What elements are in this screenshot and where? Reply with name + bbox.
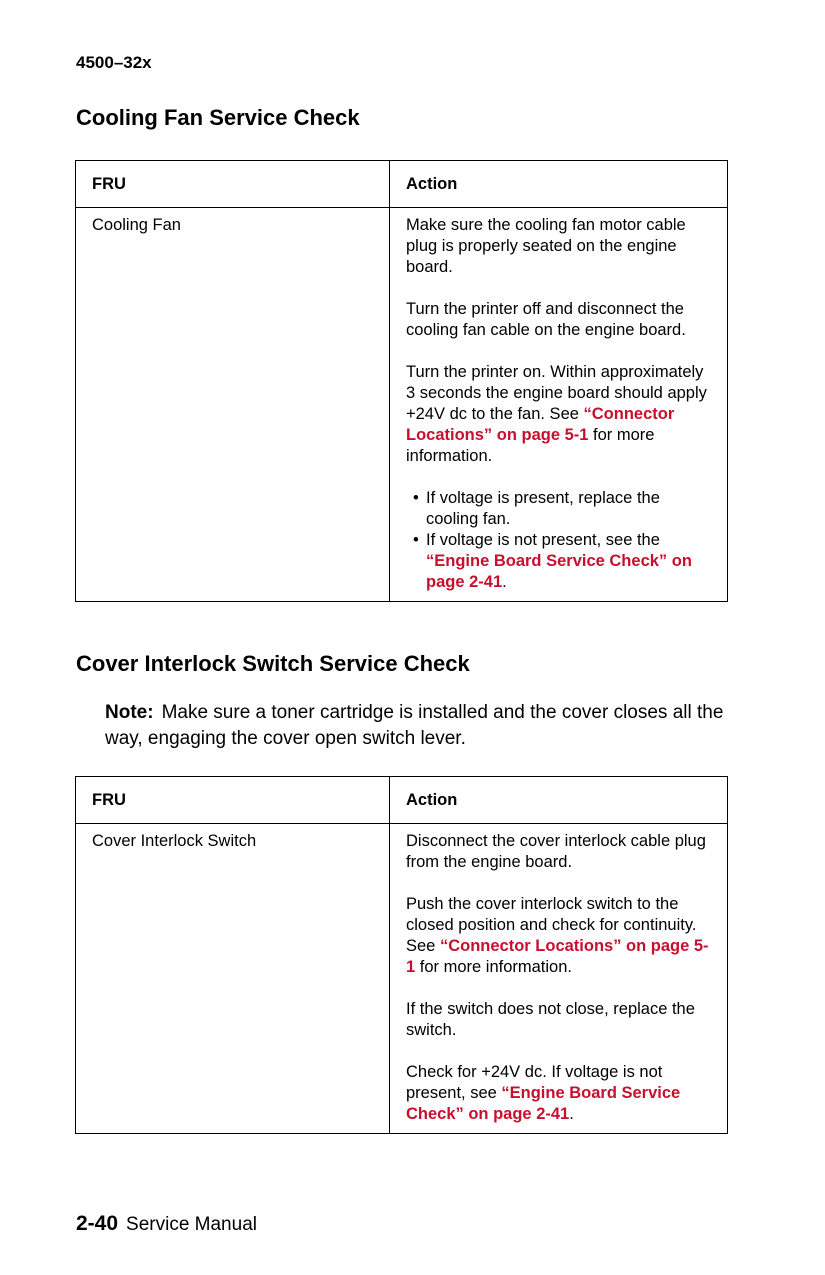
- action-step: If the switch does not close, replace the switch.: [406, 1000, 695, 1039]
- connector-locations-link[interactable]: “Connector Locations” on page 5-1: [406, 937, 709, 976]
- engine-board-check-link[interactable]: “Engine Board Service Check” on page 2-41: [406, 1084, 681, 1123]
- step-text: Check for +24V dc. If voltage is not present, see: [406, 1063, 663, 1102]
- table-row: [76, 208, 728, 602]
- cover-interlock-table: [75, 776, 728, 1134]
- action-step: [406, 894, 713, 978]
- action-step: [406, 362, 713, 467]
- table-header-row: [76, 161, 728, 208]
- manual-title: Service Manual: [126, 1214, 257, 1235]
- note-label: Note:: [105, 702, 154, 723]
- step-text: Turn the printer on. Within approximately 3 seconds the engine board should apply +24V dc to the fan. See: [406, 363, 707, 423]
- note-text: Make sure a toner cartridge is installed and the cover closes all the way, engaging the cover open switch lever.: [105, 702, 724, 749]
- list-item: [426, 530, 713, 593]
- section-title-cover-interlock: Cover Interlock Switch Service Check: [76, 651, 470, 676]
- list-item: • If voltage is present, replace the cooling fan.: [426, 488, 713, 530]
- action-cell: [390, 208, 728, 602]
- table-row: [76, 824, 728, 1134]
- connector-locations-link[interactable]: “Connector Locations” on page 5-1: [406, 405, 675, 444]
- note: [105, 700, 730, 752]
- fru-cell: Cover Interlock Switch: [76, 824, 390, 1134]
- table-header-row: [76, 777, 728, 824]
- action-step: Make sure the cooling fan motor cable plug is properly seated on the engine board.: [406, 216, 686, 276]
- step-text: .: [502, 573, 507, 591]
- column-header-action: Action: [390, 777, 728, 824]
- page-number: 2-40: [76, 1212, 119, 1235]
- step-text: If voltage is not present, see the: [426, 531, 660, 549]
- fru-cell: Cooling Fan: [76, 208, 390, 602]
- section-title-cooling-fan: Cooling Fan Service Check: [76, 105, 360, 130]
- column-header-action: Action: [390, 161, 728, 208]
- action-cell: [390, 824, 728, 1134]
- action-step: [406, 1062, 713, 1125]
- page-footer: [76, 1212, 257, 1236]
- action-step: Turn the printer off and disconnect the cooling fan cable on the engine board.: [406, 300, 686, 339]
- action-step: Disconnect the cover interlock cable plug from the engine board.: [406, 832, 706, 871]
- step-text: .: [569, 1105, 574, 1123]
- step-text: Push the cover interlock switch to the closed position and check for continuity. See: [406, 895, 697, 955]
- engine-board-check-link[interactable]: “Engine Board Service Check” on page 2-41: [426, 552, 692, 591]
- step-text: for more information.: [415, 958, 572, 976]
- bullet-list: [406, 488, 713, 593]
- page-header-model: 4500–32x: [76, 53, 152, 72]
- column-header-fru: FRU: [76, 161, 390, 208]
- column-header-fru: FRU: [76, 777, 390, 824]
- step-text: for more information.: [406, 426, 655, 465]
- cooling-fan-table: [75, 160, 728, 602]
